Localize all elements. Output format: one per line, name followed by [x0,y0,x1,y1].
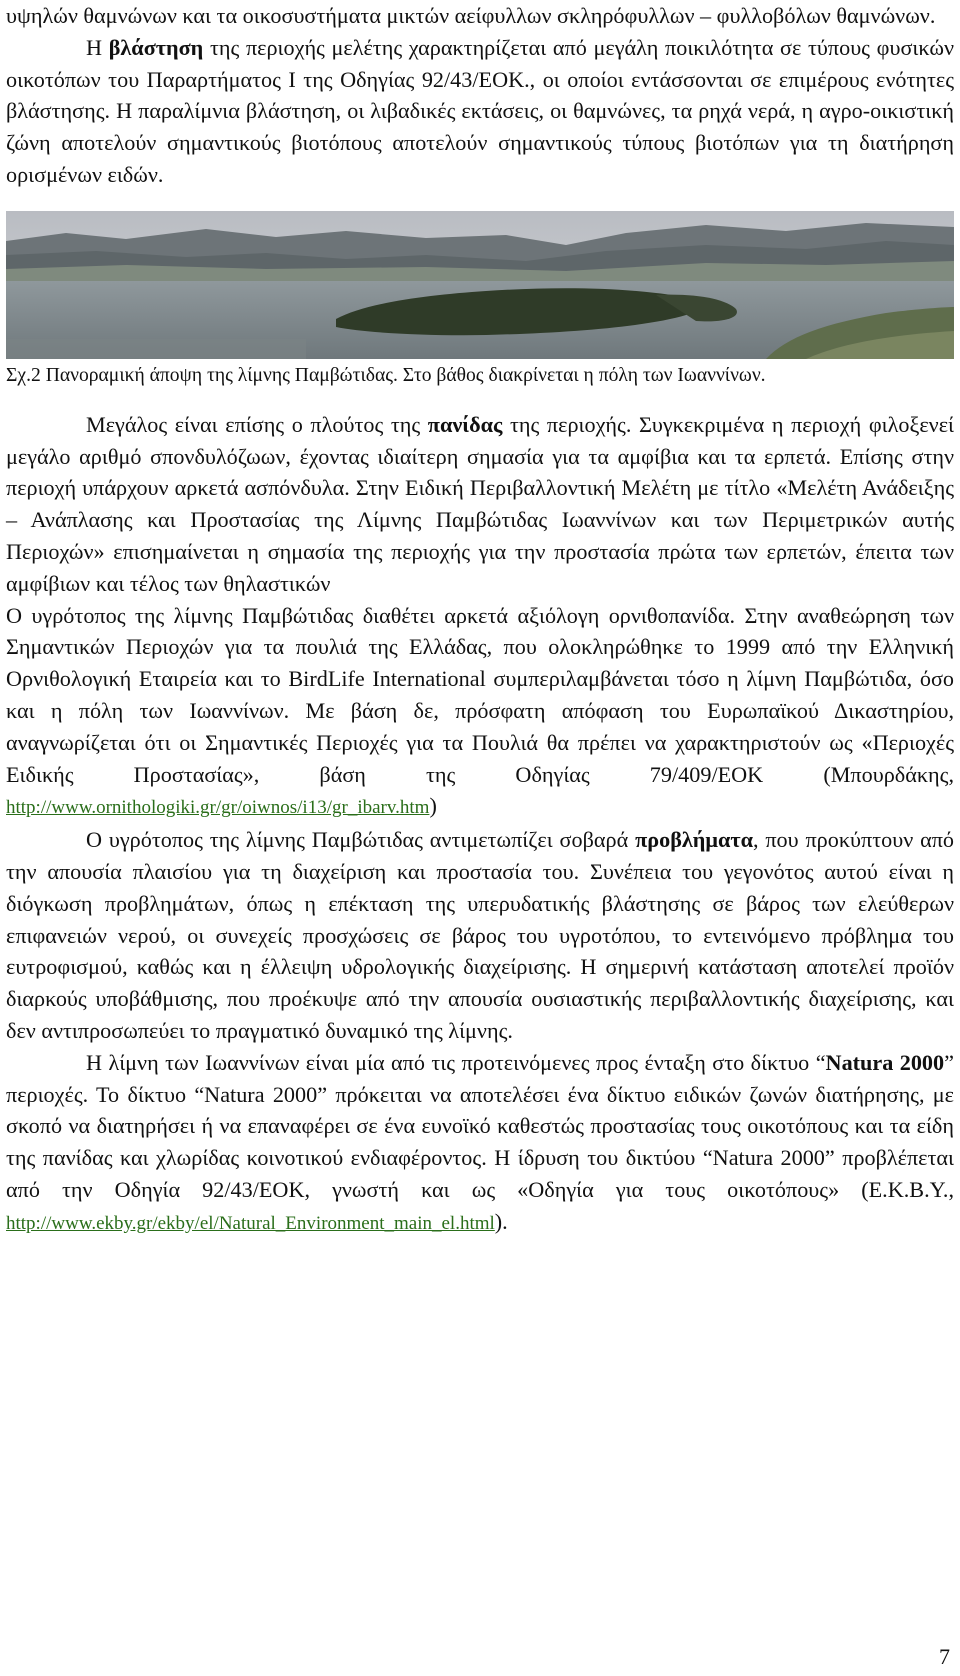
paragraph-birds [6,600,954,825]
paragraph-text: υψηλών θαμνώνων και τα οικοσυστήματα μικτών αείφυλλων σκληρόφυλλων – φυλλοβόλων θαμνώνων. [6,3,936,28]
figure-caption: Σχ.2 Πανοραμική άποψη της λίμνης Παμβώτιδας. Στο βάθος διακρίνεται η πόλη των Ιωαννίνων. [6,364,766,386]
bold-term-vegetation: βλάστηση [108,34,204,60]
lake-panorama-image [6,211,954,359]
paragraph-problems [6,824,954,1047]
text-run: Ο υγρότοπος της λίμνης Παμβώτιδας αντιμετωπίζει σοβαρά [86,827,636,853]
text-run: Η [86,34,109,60]
text-run: , που προκύπτουν από την απουσία πλαισίου για τη διαχείριση και προστασία του. Συνέπεια του γεγονότος αυτού είναι η διόγκωση προβλημάτων, όπως η επέκταση της υπερυδατικής βλάστησης σε βάρος των ελεύθερων επιφανειών νερού, οι συνεχείς προσχώσεις σε βάρος του υγροτόπου, το εντεινόμενο πρόβλημα του ευτροφισμού, καθώς και η έλλειψη υδρολογικής διαχείρισης. Η σημερινή κατάσταση αποτελεί προϊόν διαρκούς υποβάθμισης, που προέκυψε από την απουσία ουσιαστικής περιβαλλοντικής διαχείρισης, και δεν αντιπροσωπεύει το πραγματικό δυναμικό της λίμνης. [6,827,954,1043]
paragraph-shrubs [6,0,954,32]
bold-term-fauna: πανίδας [427,411,503,437]
lake-panorama-photo [6,211,954,359]
bold-term-natura: Natura 2000 [825,1049,945,1075]
text-run: ) [429,793,437,819]
ekby-link[interactable]: http://www.ekby.gr/ekby/el/Natural_Environment_main_el.html [6,1212,495,1234]
document-page [6,0,954,1240]
paragraph-fauna [6,409,954,600]
text-run: της περιοχής. Συγκεκριμένα η περιοχή φιλοξενεί μεγάλο αριθμό σπονδυλόζωων, έχοντας ιδιαίτερη σημασία για τα αμφίβια και τα ερπετά. Επίσης στην περιοχή υπάρχουν αρκετά ασπόνδυλα. Στην Ειδική Περιβαλλοντική Μελέτη με τίτλο «Μελέτη Ανάδειξης – Ανάπλασης και Προστασίας της Λίμνης Παμβώτιδας Ιωαννίνων και των Περιμετρικών αυτής Περιοχών» επισημαίνεται η σημασία της περιοχής για την προστασία πρώτα των ερπετών, έπειτα των αμφίβιων και τέλος των θηλαστικών [6,411,954,596]
text-run: ” περιοχές. Το δίκτυο “Natura 2000” πρόκειται να αποτελέσει ένα δίκτυο ειδικών ζωνών διατήρησης, με σκοπό να διατηρήσει ή να επαναφέρει σε ένα ευνοϊκό καθεστώς προστασίας τους οικοτόπους και τα είδη της πανίδας και χλωρίδας κοινοτικού ενδιαφέροντος. Η ίδρυση του δικτύου “Natura 2000” προβλέπεται από την Οδηγία 92/43/ΕΟΚ, γνωστή και ως «Οδηγία για τους οικοτόπους» (Ε.Κ.Β.Υ., [6,1049,954,1202]
text-run: της περιοχής μελέτης χαρακτηρίζεται από μεγάλη ποικιλότητα σε τύπους φυσικών οικοτόπων του Παραρτήματος Ι της Οδηγίας 92/43/ΕΟΚ., οι οποίοι εντάσσονται σε επιμέρους ενότητες βλάστησης. Η παραλίμνια βλάστηση, οι λιβαδικές εκτάσεις, οι θαμνώνες, τα ρηχά νερά, η αγρο-οικιστική ζώνη αποτελούν σημαντικούς βιοτόπους αποτελούν σημαντικούς τύπους βιοτόπων για τη διατήρηση ορισμένων ειδών. [6,34,954,187]
text-run: Η λίμνη των Ιωαννίνων είναι μία από τις προτεινόμενες προς ένταξη στο δίκτυο “ [86,1049,826,1075]
ornithologiki-link[interactable]: http://www.ornithologiki.gr/gr/oiwnos/i13/gr_ibarv.htm [6,797,430,819]
page-number: 7 [939,1644,950,1669]
text-run: ). [494,1208,508,1234]
paragraph-natura [6,1047,954,1240]
text-run: Μεγάλος είναι επίσης ο πλούτος της [86,411,428,437]
bold-term-problems: προβλήματα [635,827,753,853]
paragraph-vegetation [6,32,954,191]
text-run: Ο υγρότοπος της λίμνης Παμβώτιδας διαθέτει αρκετά αξιόλογη ορνιθοπανίδα. Στην αναθεώρηση των Σημαντικών Περιοχών για τα πουλιά της Ελλάδας, που ολοκληρώθηκε το 1999 από την Ελληνική Ορνιθολογική Εταιρεία και το BirdLife International συμπεριλαμβάνεται τόσο η λίμνη Παμβώτιδα, όσο και η πόλη των Ιωαννίνων. Με βάση δε, πρόσφατη απόφαση του Ευρωπαϊκού Δικαστηρίου, αναγνωρίζεται ότι οι Σημαντικές Περιοχές για τα Πουλιά θα πρέπει να χαρακτηριστούν ως «Περιοχές Ειδικής Προστασίας», βάση της Οδηγίας 79/409/ΕΟΚ (Μπουρδάκης, [6,602,954,787]
